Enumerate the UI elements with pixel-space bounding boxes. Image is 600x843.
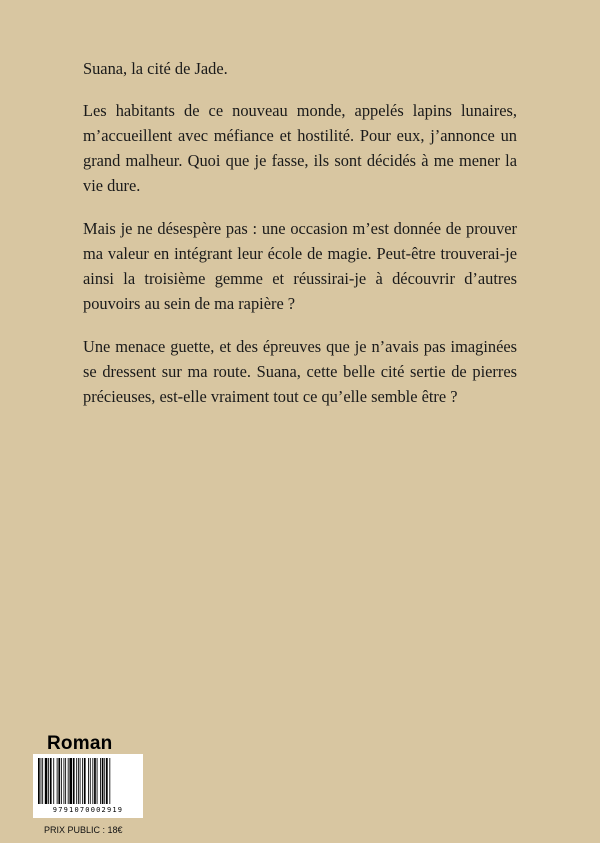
barcode-bar <box>48 758 49 804</box>
barcode-bar <box>100 758 101 804</box>
barcode-bar <box>97 758 98 804</box>
barcode-bar <box>65 758 66 804</box>
price-label: PRIX PUBLIC : 18€ <box>44 825 123 835</box>
barcode-bar <box>38 758 40 804</box>
barcode-bar <box>42 758 43 804</box>
barcode-bar <box>68 758 69 804</box>
barcode <box>33 754 143 818</box>
barcode-bars <box>38 758 138 806</box>
barcode-bar <box>45 758 48 804</box>
barcode-bar <box>92 758 93 804</box>
barcode-bar <box>53 758 54 804</box>
barcode-bar <box>64 758 65 804</box>
genre-label: Roman <box>47 733 113 754</box>
barcode-bar <box>94 758 96 804</box>
barcode-bar <box>69 758 72 804</box>
blurb-paragraph-2: Les habitants de ce nouveau monde, appelés lapins lunaires, m’accueillent avec méfiance et hostilité. Pour eux, j’annonce un grand malheur. Quoi que je fasse, ils sont décidés à me mener la vie dure. <box>83 101 517 195</box>
barcode-bar <box>88 758 89 804</box>
barcode-bar <box>61 758 62 804</box>
barcode-bar <box>78 758 79 804</box>
blurb-paragraph-3: Mais je ne désespère pas : une occasion m’est donnée de prouver ma valeur en intégrant leur école de magie. Peut-être trouverai-je ainsi la troisième gemme et réussirai-je à découvrir d’autres pouvoirs au sein de ma rapière ? <box>83 219 517 313</box>
barcode-bar <box>109 758 110 804</box>
barcode-bar <box>41 758 42 804</box>
barcode-bar <box>104 758 105 804</box>
barcode-bar <box>80 758 81 804</box>
barcode-bar <box>57 758 58 804</box>
barcode-digits: 9791070002919 <box>52 806 124 814</box>
barcode-bar <box>90 758 91 804</box>
barcode-bar <box>76 758 77 804</box>
barcode-bar <box>106 758 108 804</box>
blurb-paragraph-4: Une menace guette, et des épreuves que je n’avais pas imaginées se dressent sur ma route. Suana, cette belle cité sertie de pierres précieuses, est-elle vraiment tout ce qu’elle semble être ? <box>83 337 517 406</box>
barcode-bar <box>102 758 104 804</box>
barcode-bar <box>73 758 75 804</box>
back-cover-blurb <box>83 56 517 427</box>
barcode-bar <box>58 758 60 804</box>
blurb-paragraph-1: Suana, la cité de Jade. <box>83 59 228 78</box>
barcode-bar <box>82 758 83 804</box>
barcode-bar <box>50 758 52 804</box>
barcode-bar <box>84 758 86 804</box>
